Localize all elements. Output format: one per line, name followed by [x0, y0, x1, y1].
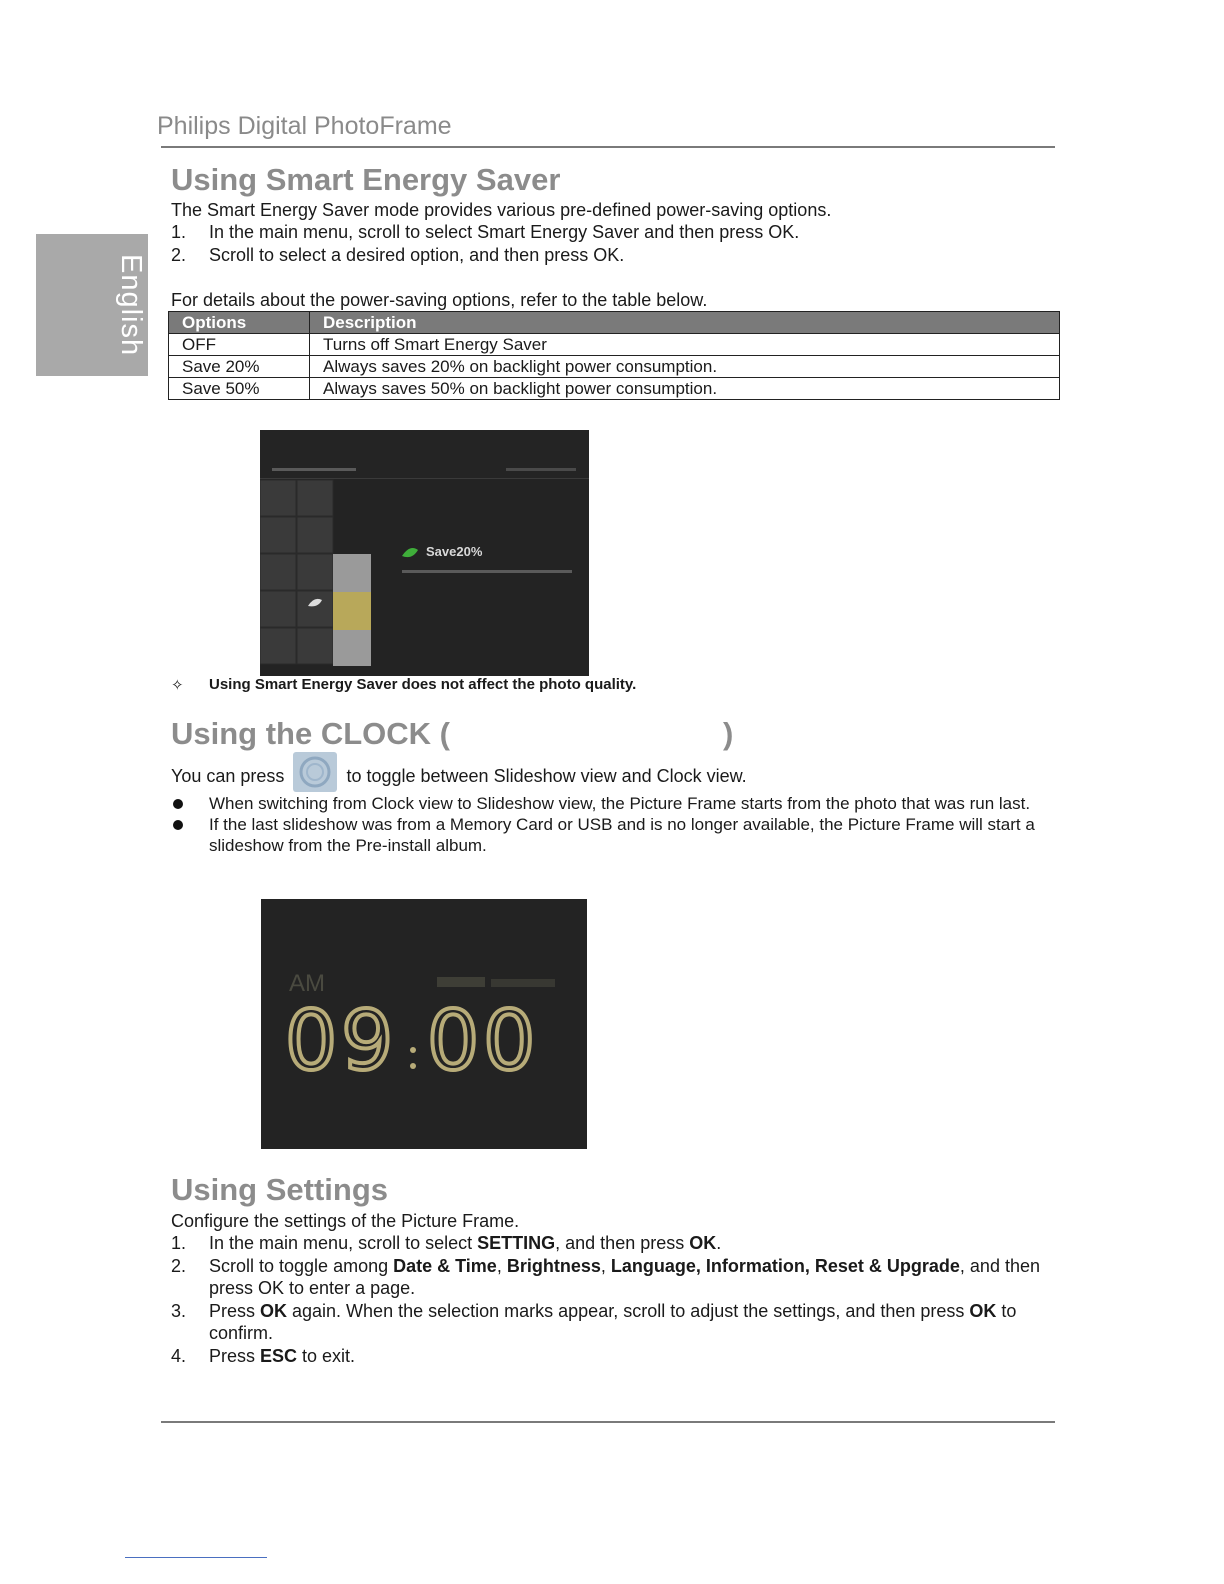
- table-row: [169, 356, 1060, 378]
- bullet-icon: [173, 820, 183, 830]
- step-number: 1.: [171, 1233, 187, 1253]
- step-number: 1.: [171, 222, 187, 242]
- step-number: 4.: [171, 1345, 187, 1366]
- energy-section-title: Using Smart Energy Saver: [171, 162, 561, 197]
- list-item: [171, 814, 1066, 856]
- page-header-title: Philips Digital PhotoFrame: [157, 112, 452, 140]
- clock-press-after: to toggle between Slideshow view and Clock view.: [346, 765, 747, 786]
- clock-button-icon: [293, 752, 337, 792]
- step-emphasis: Date & Time: [393, 1255, 497, 1276]
- step-number: 2.: [171, 1255, 187, 1276]
- list-item: [171, 1300, 1066, 1345]
- table-cell: Save 50%: [169, 378, 310, 400]
- clock-date-placeholder: [437, 977, 485, 987]
- settings-steps: [171, 1232, 1066, 1367]
- step-text: ,: [600, 1255, 611, 1276]
- step-text: , and then press OK to enter a page.: [209, 1255, 1040, 1298]
- footer-rule: [161, 1421, 1055, 1423]
- settings-section-title: Using Settings: [171, 1172, 389, 1207]
- step-text: again. When the selection marks appear, scroll to adjust the settings, and then press: [287, 1300, 970, 1321]
- step-text: Press: [209, 1300, 261, 1321]
- header-rule: [161, 146, 1055, 148]
- list-item: [171, 1232, 1066, 1255]
- options-table: [168, 311, 1060, 400]
- list-item: [171, 793, 1066, 814]
- step-text: , and then press: [555, 1233, 690, 1253]
- step-text: .: [716, 1233, 722, 1253]
- table-row: [169, 334, 1060, 356]
- clock-minutes: 00: [427, 994, 540, 1089]
- step-emphasis: Brightness: [506, 1255, 601, 1276]
- table-row: [169, 378, 1060, 400]
- step-text: to confirm.: [209, 1300, 1017, 1343]
- table-cell: Save 20%: [169, 356, 310, 378]
- table-cell: Turns off Smart Energy Saver: [310, 334, 1060, 356]
- bullet-text: If the last slideshow was from a Memory Card or USB and is no longer available, the Picture Frame will start a slideshow from the Pre-install album.: [209, 815, 1035, 855]
- step-number: 2.: [171, 244, 187, 265]
- bullet-icon: [173, 799, 183, 809]
- clock-hours: 09: [285, 994, 398, 1089]
- step-number: 3.: [171, 1300, 187, 1321]
- step-text: Scroll to toggle among: [209, 1255, 394, 1276]
- step-emphasis: SETTING: [477, 1233, 556, 1253]
- step-text: Press: [209, 1345, 261, 1366]
- clock-screenshot: [261, 899, 587, 1149]
- step-emphasis: OK: [689, 1233, 717, 1253]
- bullet-text: When switching from Clock view to Slideshow view, the Picture Frame starts from the photo that was run last.: [209, 794, 1031, 813]
- step-text: Scroll to select a desired option, and then press OK.: [209, 244, 625, 265]
- table-intro: For details about the power-saving options, refer to the table below.: [171, 290, 708, 310]
- energy-intro: The Smart Energy Saver mode provides various pre-defined power-saving options.: [171, 200, 832, 220]
- energy-option-label: Save20%: [426, 544, 483, 559]
- table-header-row: [169, 312, 1060, 334]
- clock-notes: [171, 793, 1066, 856]
- clock-screen-graphic: [261, 899, 587, 1149]
- step-emphasis: Language, Information, Reset & Upgrade: [610, 1255, 960, 1276]
- step-emphasis: OK: [260, 1300, 288, 1321]
- energy-option-icon: [402, 548, 418, 557]
- step-text: In the main menu, scroll to select: [209, 1233, 478, 1253]
- clock-section-title: Using the CLOCK (: [171, 716, 450, 751]
- step-text: ,: [496, 1255, 507, 1276]
- clock-press-before: You can press: [171, 765, 285, 786]
- clock-toggle-instruction: [171, 762, 747, 792]
- energy-saver-screen-graphic: [260, 430, 589, 676]
- table-cell: Always saves 20% on backlight power consumption.: [310, 356, 1060, 378]
- language-tab-label: English: [115, 254, 147, 357]
- column-header-description: Description: [310, 312, 1060, 334]
- table-cell: OFF: [169, 334, 310, 356]
- quality-note-text: Using Smart Energy Saver does not affect the photo quality.: [209, 676, 637, 693]
- table-cell: Always saves 50% on backlight power consumption.: [310, 378, 1060, 400]
- energy-steps: [171, 221, 1066, 266]
- list-item: [171, 244, 1066, 267]
- list-item: [171, 221, 1066, 244]
- step-text: In the main menu, scroll to select Smart Energy Saver and then press OK.: [209, 222, 800, 242]
- language-tab: [36, 234, 148, 376]
- clock-colon: [410, 1047, 416, 1053]
- list-item: [171, 1345, 1066, 1368]
- list-item: [171, 1255, 1066, 1300]
- step-text: to exit.: [297, 1345, 356, 1366]
- settings-intro: Configure the settings of the Picture Frame.: [171, 1211, 520, 1231]
- clock-title-close-paren: ): [723, 716, 734, 751]
- step-emphasis: OK: [969, 1300, 997, 1321]
- star-bullet-icon: ✧: [171, 677, 184, 694]
- column-header-options: Options: [169, 312, 310, 334]
- step-emphasis: ESC: [260, 1345, 298, 1366]
- clock-ampm: AM: [289, 970, 325, 997]
- energy-saver-screenshot: [260, 430, 589, 676]
- footer-link-underline: [125, 1557, 267, 1558]
